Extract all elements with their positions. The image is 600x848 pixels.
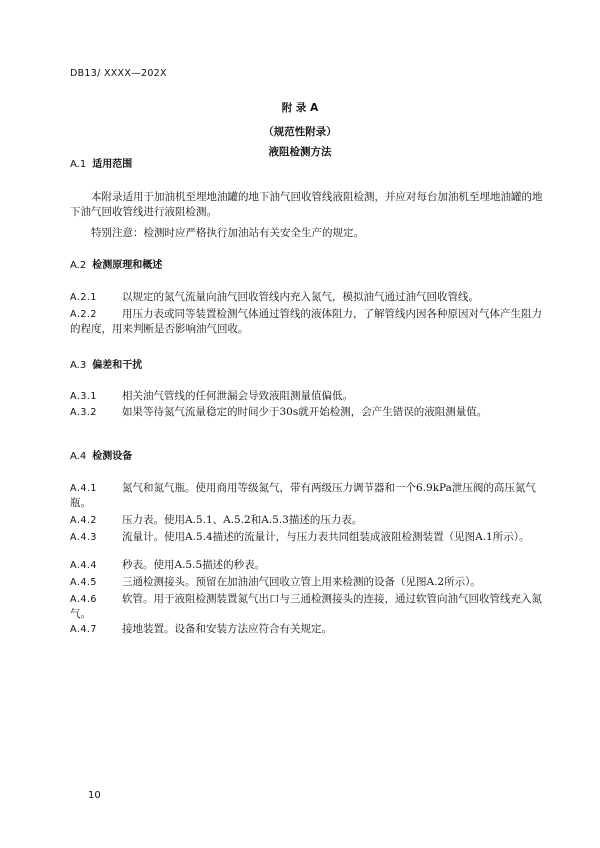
appendix-title: 附 录 A	[281, 102, 319, 114]
appendix-type: （规范性附录）	[263, 126, 337, 138]
clause-number: A.2.2	[70, 309, 97, 320]
section-title: 偏差和干扰	[92, 360, 143, 371]
clause-number: A.3.2	[70, 407, 97, 418]
clause-number: A.2.1	[70, 292, 97, 303]
section-title: 适用范围	[92, 159, 133, 170]
clause-text: 以规定的氮气流量向油气回收管线内充入氮气，模拟油气通过油气回收管线。	[122, 291, 479, 303]
section-heading-a2	[70, 256, 162, 271]
clause-a-4-7	[70, 622, 545, 637]
clause-text: 秒表。使用A.5.5描述的秒表。	[122, 559, 266, 571]
clause-text: 用压力表或同等装置检测气体通过管线的液体阻力，了解管线内因各种原因对气体产生阻力的程度，用来判断是否影响油气回收。	[70, 308, 542, 335]
clause-a-4-2	[70, 513, 545, 528]
clause-number: A.4.6	[70, 594, 97, 605]
clause-text: 压力表。使用A.5.1、A.5.2和A.5.3描述的压力表。	[122, 514, 363, 526]
clause-a-4-4	[70, 558, 545, 573]
clause-a-4-5	[70, 575, 545, 590]
section-title: 检测原理和概述	[92, 260, 163, 271]
section-number: A.3	[70, 360, 87, 371]
clause-a-4-3	[70, 530, 545, 545]
clause-number: A.4.1	[70, 483, 97, 494]
section-number: A.1	[70, 159, 87, 170]
paragraph-scope: 本附录适用于加油机至埋地油罐的地下油气回收管线液阻检测，并应对每台加油机至埋地油罐的地下油气回收管线进行液阻检测。	[70, 191, 543, 218]
appendix-name: 液阻检测方法	[268, 146, 332, 158]
clause-a-2-1	[70, 290, 545, 305]
section-heading-a3	[70, 356, 142, 371]
clause-number: A.4.4	[70, 560, 97, 571]
clause-a-3-2	[70, 405, 545, 420]
section-title: 检测设备	[92, 451, 133, 462]
clause-number: A.4.7	[70, 624, 97, 635]
section-heading-a1	[70, 155, 132, 170]
clause-text: 软管。用于液阻检测装置氮气出口与三通检测接头的连接，通过软管向油气回收管线充入氮气。	[70, 593, 542, 620]
section-heading-a4	[70, 447, 132, 462]
clause-text: 相关油气管线的任何泄漏会导致液阻测量值偏低。	[122, 390, 353, 402]
clause-number: A.4.5	[70, 577, 97, 588]
clause-a-2-2	[70, 307, 545, 337]
clause-number: A.3.1	[70, 391, 97, 402]
document-code: DB13/ XXXX—202X	[70, 68, 167, 79]
page-number: 10	[88, 790, 101, 801]
clause-text: 接地装置。设备和安装方法应符合有关规定。	[122, 623, 332, 635]
clause-text: 氮气和氮气瓶。使用商用等级氮气，带有两级压力调节器和一个6.9kPa泄压阀的高压氮气瓶。	[70, 482, 536, 509]
clause-number: A.4.2	[70, 515, 97, 526]
section-number: A.4	[70, 451, 87, 462]
clause-text: 三通检测接头。预留在加油油气回收立管上用来检测的设备（见图A.2所示）。	[122, 576, 481, 588]
clause-a-4-6	[70, 592, 545, 622]
clause-a-4-1	[70, 481, 545, 511]
clause-number: A.4.3	[70, 532, 97, 543]
section-number: A.2	[70, 260, 87, 271]
clause-a-3-1	[70, 389, 545, 404]
clause-text: 流量计。使用A.5.4描述的流量计，与压力表共同组装成液阻检测装置（见图A.1所示）。	[122, 531, 530, 543]
clause-text: 如果等待氮气流量稳定的时间少于30s就开始检测，会产生错误的液阻测量值。	[122, 406, 488, 418]
paragraph-safety-note: 特别注意：检测时应严格执行加油站有关安全生产的规定。	[91, 227, 364, 239]
